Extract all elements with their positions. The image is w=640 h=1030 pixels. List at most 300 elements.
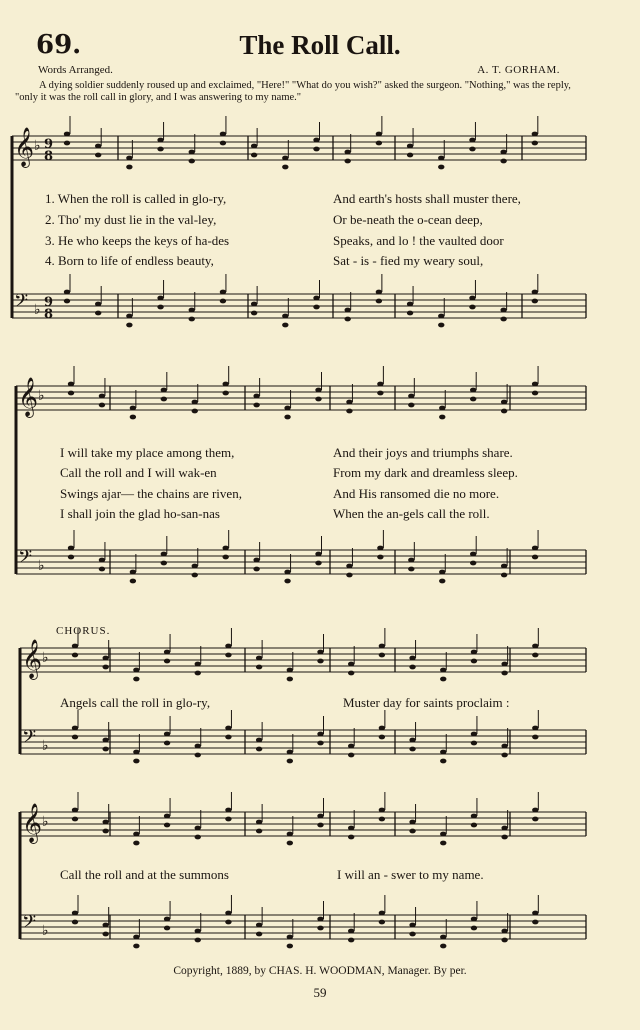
note-head xyxy=(284,406,290,411)
note-head xyxy=(379,817,385,822)
note-head xyxy=(501,938,507,943)
note-head xyxy=(377,555,383,560)
time-signature-denominator: 8 xyxy=(44,307,54,322)
bass-clef-icon: 𝄢 xyxy=(22,727,37,752)
note-head xyxy=(95,311,101,316)
note-head xyxy=(471,732,477,737)
flat-icon: ♭ xyxy=(42,814,49,830)
note-head xyxy=(192,409,198,414)
note-head xyxy=(470,552,476,557)
note-head xyxy=(409,820,415,825)
note-head xyxy=(222,391,228,396)
note-head xyxy=(438,156,444,161)
note-head xyxy=(256,820,262,825)
chorus-line-2-left: Call the roll and at the summons xyxy=(60,867,229,882)
note-head xyxy=(102,738,108,743)
note-head xyxy=(501,662,507,667)
note-head xyxy=(348,671,354,676)
note-head xyxy=(376,132,382,137)
note-head xyxy=(315,397,321,402)
note-head xyxy=(408,403,414,408)
note-head xyxy=(225,644,231,649)
note-head xyxy=(313,296,319,301)
note-head xyxy=(317,650,323,655)
note-head xyxy=(379,735,385,740)
note-head xyxy=(377,391,383,396)
note-head xyxy=(317,917,323,922)
verse-4-line-a-left: 4. Born to life of endless beauty, xyxy=(45,253,214,268)
note-head xyxy=(501,409,507,414)
note-head xyxy=(317,659,323,664)
note-head xyxy=(195,662,201,667)
note-head xyxy=(195,835,201,840)
note-head xyxy=(317,814,323,819)
note-head xyxy=(469,296,475,301)
note-head xyxy=(164,732,170,737)
note-head xyxy=(225,653,231,658)
note-head xyxy=(287,935,293,940)
note-head xyxy=(346,564,352,569)
note-head xyxy=(407,153,413,158)
note-head xyxy=(440,935,446,940)
note-head xyxy=(532,808,538,813)
note-head xyxy=(377,382,383,387)
note-head xyxy=(438,165,444,170)
page-number: 59 xyxy=(313,985,327,1000)
note-head xyxy=(133,832,139,837)
verse-2-line-b-right: From my dark and dreamless sleep. xyxy=(333,465,518,480)
verse-1-line-a-right: And earth's hosts shall muster there, xyxy=(333,191,521,206)
note-head xyxy=(471,741,477,746)
note-head xyxy=(470,397,476,402)
note-head xyxy=(501,835,507,840)
note-head xyxy=(532,644,538,649)
note-head xyxy=(532,546,538,551)
copyright-notice: Copyright, 1889, by CHAS. H. WOODMAN, Manager. By per. xyxy=(173,965,467,977)
note-head xyxy=(440,668,446,673)
note-head xyxy=(133,944,139,949)
note-head xyxy=(189,308,195,313)
verse-3-line-a-left: 3. He who keeps the keys of ha-des xyxy=(45,233,230,248)
note-head xyxy=(440,750,446,755)
note-head xyxy=(256,829,262,834)
note-head xyxy=(532,141,538,146)
note-head xyxy=(348,938,354,943)
verse-3-line-b-right: And His ransomed die no more. xyxy=(333,486,500,501)
note-head xyxy=(287,668,293,673)
note-head xyxy=(157,296,163,301)
note-head xyxy=(189,150,195,155)
note-head xyxy=(439,579,445,584)
note-head xyxy=(164,814,170,819)
note-head xyxy=(95,302,101,307)
note-head xyxy=(376,299,382,304)
note-head xyxy=(251,311,257,316)
note-head xyxy=(220,290,226,295)
bass-clef-icon: 𝄢 xyxy=(22,912,37,937)
words-credit: Words Arranged. xyxy=(38,64,113,76)
note-head xyxy=(157,138,163,143)
treble-clef-icon: 𝄞 xyxy=(22,639,43,679)
chorus-label: CHORUS. xyxy=(56,625,111,637)
note-head xyxy=(408,567,414,572)
chorus-line-1-right: Muster day for saints proclaim : xyxy=(343,695,510,710)
note-head xyxy=(439,415,445,420)
note-head xyxy=(130,415,136,420)
note-head xyxy=(501,744,507,749)
note-head xyxy=(222,382,228,387)
note-head xyxy=(379,726,385,731)
note-head xyxy=(133,759,139,764)
note-head xyxy=(157,305,163,310)
note-head xyxy=(225,911,231,916)
note-head xyxy=(348,929,354,934)
note-head xyxy=(379,644,385,649)
note-head xyxy=(161,561,167,566)
note-head xyxy=(282,314,288,319)
note-head xyxy=(130,579,136,584)
note-head xyxy=(409,665,415,670)
note-head xyxy=(72,653,78,658)
note-head xyxy=(440,832,446,837)
note-head xyxy=(317,823,323,828)
note-head xyxy=(409,747,415,752)
note-head xyxy=(409,738,415,743)
note-head xyxy=(192,573,198,578)
note-head xyxy=(256,932,262,937)
hymn-title: The Roll Call. xyxy=(239,30,401,60)
bass-clef-icon: 𝄢 xyxy=(18,547,33,572)
verse-4-line-b-left: I shall join the glad ho-san-nas xyxy=(60,506,220,521)
note-head xyxy=(532,555,538,560)
note-head xyxy=(440,677,446,682)
note-head xyxy=(133,841,139,846)
time-signature-numerator: 9 xyxy=(44,137,54,152)
note-head xyxy=(126,165,132,170)
note-head xyxy=(501,564,507,569)
flat-icon: ♭ xyxy=(34,302,41,318)
note-head xyxy=(68,555,74,560)
note-head xyxy=(344,308,350,313)
note-head xyxy=(256,738,262,743)
note-head xyxy=(99,567,105,572)
note-head xyxy=(133,935,139,940)
note-head xyxy=(501,573,507,578)
chorus-line-1-left: Angels call the roll in glo-ry, xyxy=(60,695,211,710)
note-head xyxy=(195,753,201,758)
note-head xyxy=(102,665,108,670)
note-head xyxy=(126,323,132,328)
note-head xyxy=(68,382,74,387)
note-head xyxy=(225,808,231,813)
note-head xyxy=(287,677,293,682)
note-head xyxy=(317,741,323,746)
note-head xyxy=(72,644,78,649)
note-head xyxy=(532,920,538,925)
note-head xyxy=(376,290,382,295)
note-head xyxy=(500,150,506,155)
verse-1-line-b-left: I will take my place among them, xyxy=(60,445,235,460)
treble-clef-icon: 𝄞 xyxy=(22,803,43,843)
note-head xyxy=(282,156,288,161)
note-head xyxy=(315,388,321,393)
note-head xyxy=(344,159,350,164)
note-head xyxy=(64,132,70,137)
note-head xyxy=(256,656,262,661)
note-head xyxy=(99,403,105,408)
note-head xyxy=(469,138,475,143)
note-head xyxy=(195,826,201,831)
note-head xyxy=(222,546,228,551)
note-head xyxy=(287,841,293,846)
note-head xyxy=(407,302,413,307)
note-head xyxy=(532,726,538,731)
note-head xyxy=(161,397,167,402)
note-head xyxy=(409,829,415,834)
note-head xyxy=(95,144,101,149)
note-head xyxy=(440,841,446,846)
note-head xyxy=(195,929,201,934)
note-head xyxy=(99,394,105,399)
note-head xyxy=(532,735,538,740)
note-head xyxy=(133,668,139,673)
note-head xyxy=(532,391,538,396)
note-head xyxy=(348,744,354,749)
time-signature-numerator: 9 xyxy=(44,295,54,310)
note-head xyxy=(469,305,475,310)
note-head xyxy=(102,829,108,834)
note-head xyxy=(195,671,201,676)
note-head xyxy=(315,561,321,566)
note-head xyxy=(220,132,226,137)
note-head xyxy=(471,823,477,828)
note-head xyxy=(284,579,290,584)
note-head xyxy=(470,561,476,566)
note-head xyxy=(348,662,354,667)
note-head xyxy=(256,747,262,752)
flat-icon: ♭ xyxy=(42,923,49,939)
note-head xyxy=(317,732,323,737)
note-head xyxy=(189,159,195,164)
flat-icon: ♭ xyxy=(38,388,45,404)
note-head xyxy=(346,573,352,578)
note-head xyxy=(130,406,136,411)
note-head xyxy=(408,558,414,563)
verse-2-line-a-right: Or be-neath the o-cean deep, xyxy=(333,212,483,227)
note-head xyxy=(133,750,139,755)
verse-1-line-b-right: And their joys and triumphs share. xyxy=(333,445,513,460)
note-head xyxy=(313,138,319,143)
flat-icon: ♭ xyxy=(42,738,49,754)
note-head xyxy=(130,570,136,575)
note-head xyxy=(379,911,385,916)
note-head xyxy=(501,826,507,831)
flat-icon: ♭ xyxy=(34,138,41,154)
note-head xyxy=(95,153,101,158)
note-head xyxy=(102,820,108,825)
note-head xyxy=(64,290,70,295)
note-head xyxy=(161,552,167,557)
note-head xyxy=(501,400,507,405)
note-head xyxy=(407,311,413,316)
note-head xyxy=(195,744,201,749)
note-head xyxy=(500,308,506,313)
note-head xyxy=(164,823,170,828)
note-head xyxy=(220,299,226,304)
note-head xyxy=(377,546,383,551)
note-head xyxy=(287,944,293,949)
note-head xyxy=(379,653,385,658)
note-head xyxy=(225,920,231,925)
note-head xyxy=(102,656,108,661)
note-head xyxy=(409,932,415,937)
verse-3-line-b-left: Swings ajar— the chains are riven, xyxy=(60,486,242,501)
note-head xyxy=(126,314,132,319)
note-head xyxy=(471,814,477,819)
note-head xyxy=(68,391,74,396)
note-head xyxy=(471,650,477,655)
note-head xyxy=(532,382,538,387)
note-head xyxy=(157,147,163,152)
note-head xyxy=(344,317,350,322)
treble-clef-icon: 𝄞 xyxy=(18,377,39,417)
note-head xyxy=(407,144,413,149)
note-head xyxy=(469,147,475,152)
note-head xyxy=(256,665,262,670)
note-head xyxy=(251,144,257,149)
note-head xyxy=(225,817,231,822)
verse-4-line-a-right: Sat - is - fied my weary soul, xyxy=(333,253,484,268)
note-head xyxy=(532,911,538,916)
bass-clef-icon: 𝄢 xyxy=(14,291,29,316)
note-head xyxy=(256,923,262,928)
note-head xyxy=(313,305,319,310)
note-head xyxy=(189,317,195,322)
note-head xyxy=(72,808,78,813)
note-head xyxy=(253,403,259,408)
note-head xyxy=(532,817,538,822)
flat-icon: ♭ xyxy=(42,650,49,666)
note-head xyxy=(409,656,415,661)
note-head xyxy=(532,132,538,137)
note-head xyxy=(313,147,319,152)
note-head xyxy=(72,726,78,731)
note-head xyxy=(438,323,444,328)
note-head xyxy=(501,929,507,934)
note-head xyxy=(133,677,139,682)
note-head xyxy=(376,141,382,146)
note-head xyxy=(409,923,415,928)
note-head xyxy=(438,314,444,319)
note-head xyxy=(346,409,352,414)
note-head xyxy=(471,926,477,931)
note-head xyxy=(164,917,170,922)
note-head xyxy=(164,650,170,655)
note-head xyxy=(253,394,259,399)
note-head xyxy=(348,826,354,831)
note-head xyxy=(284,415,290,420)
verse-1-line-a-left: 1. When the roll is called in glo-ry, xyxy=(45,191,227,206)
verse-2-line-b-left: Call the roll and I will wak-en xyxy=(60,465,217,480)
note-head xyxy=(222,555,228,560)
verse-2-line-a-left: 2. Tho' my dust lie in the val-ley, xyxy=(45,212,217,227)
treble-clef-icon: 𝄞 xyxy=(14,127,35,167)
note-head xyxy=(72,735,78,740)
note-head xyxy=(471,917,477,922)
note-head xyxy=(161,388,167,393)
note-head xyxy=(317,926,323,931)
note-head xyxy=(192,400,198,405)
composer-credit: A. T. GORHAM. xyxy=(477,64,560,76)
note-head xyxy=(532,653,538,658)
note-head xyxy=(72,920,78,925)
intro-note: A dying soldier suddenly roused up and exclaimed, "Here!" "What do you wish?" asked the surgeon. "Nothing," was the reply, "only it was the roll call in glory, and I was answering to my name." xyxy=(15,80,571,103)
note-head xyxy=(282,165,288,170)
note-head xyxy=(195,938,201,943)
note-head xyxy=(287,759,293,764)
note-head xyxy=(102,747,108,752)
note-head xyxy=(68,546,74,551)
note-head xyxy=(408,394,414,399)
note-head xyxy=(282,323,288,328)
note-head xyxy=(379,920,385,925)
note-head xyxy=(253,558,259,563)
time-signature-denominator: 8 xyxy=(44,149,54,164)
note-head xyxy=(379,808,385,813)
note-head xyxy=(192,564,198,569)
note-head xyxy=(253,567,259,572)
note-head xyxy=(64,141,70,146)
note-head xyxy=(287,750,293,755)
note-head xyxy=(439,406,445,411)
note-head xyxy=(440,944,446,949)
note-head xyxy=(251,153,257,158)
note-head xyxy=(164,741,170,746)
note-head xyxy=(346,400,352,405)
note-head xyxy=(315,552,321,557)
note-head xyxy=(220,141,226,146)
note-head xyxy=(500,317,506,322)
note-head xyxy=(164,926,170,931)
note-head xyxy=(287,832,293,837)
chorus-line-2-right: I will an - swer to my name. xyxy=(337,867,484,882)
verse-4-line-b-right: When the an-gels call the roll. xyxy=(333,506,490,521)
note-head xyxy=(348,835,354,840)
note-head xyxy=(470,388,476,393)
note-head xyxy=(348,753,354,758)
flat-icon: ♭ xyxy=(38,558,45,574)
note-head xyxy=(102,923,108,928)
note-head xyxy=(251,302,257,307)
note-head xyxy=(344,150,350,155)
note-head xyxy=(225,726,231,731)
note-head xyxy=(72,817,78,822)
note-head xyxy=(439,570,445,575)
note-head xyxy=(99,558,105,563)
note-head xyxy=(500,159,506,164)
note-head xyxy=(164,659,170,664)
note-head xyxy=(440,759,446,764)
note-head xyxy=(501,753,507,758)
verse-3-line-a-right: Speaks, and lo ! the vaulted door xyxy=(333,233,504,248)
hymn-number: 69. xyxy=(36,30,82,60)
note-head xyxy=(102,932,108,937)
note-head xyxy=(532,290,538,295)
note-head xyxy=(225,735,231,740)
note-head xyxy=(532,299,538,304)
note-head xyxy=(501,671,507,676)
note-head xyxy=(471,659,477,664)
